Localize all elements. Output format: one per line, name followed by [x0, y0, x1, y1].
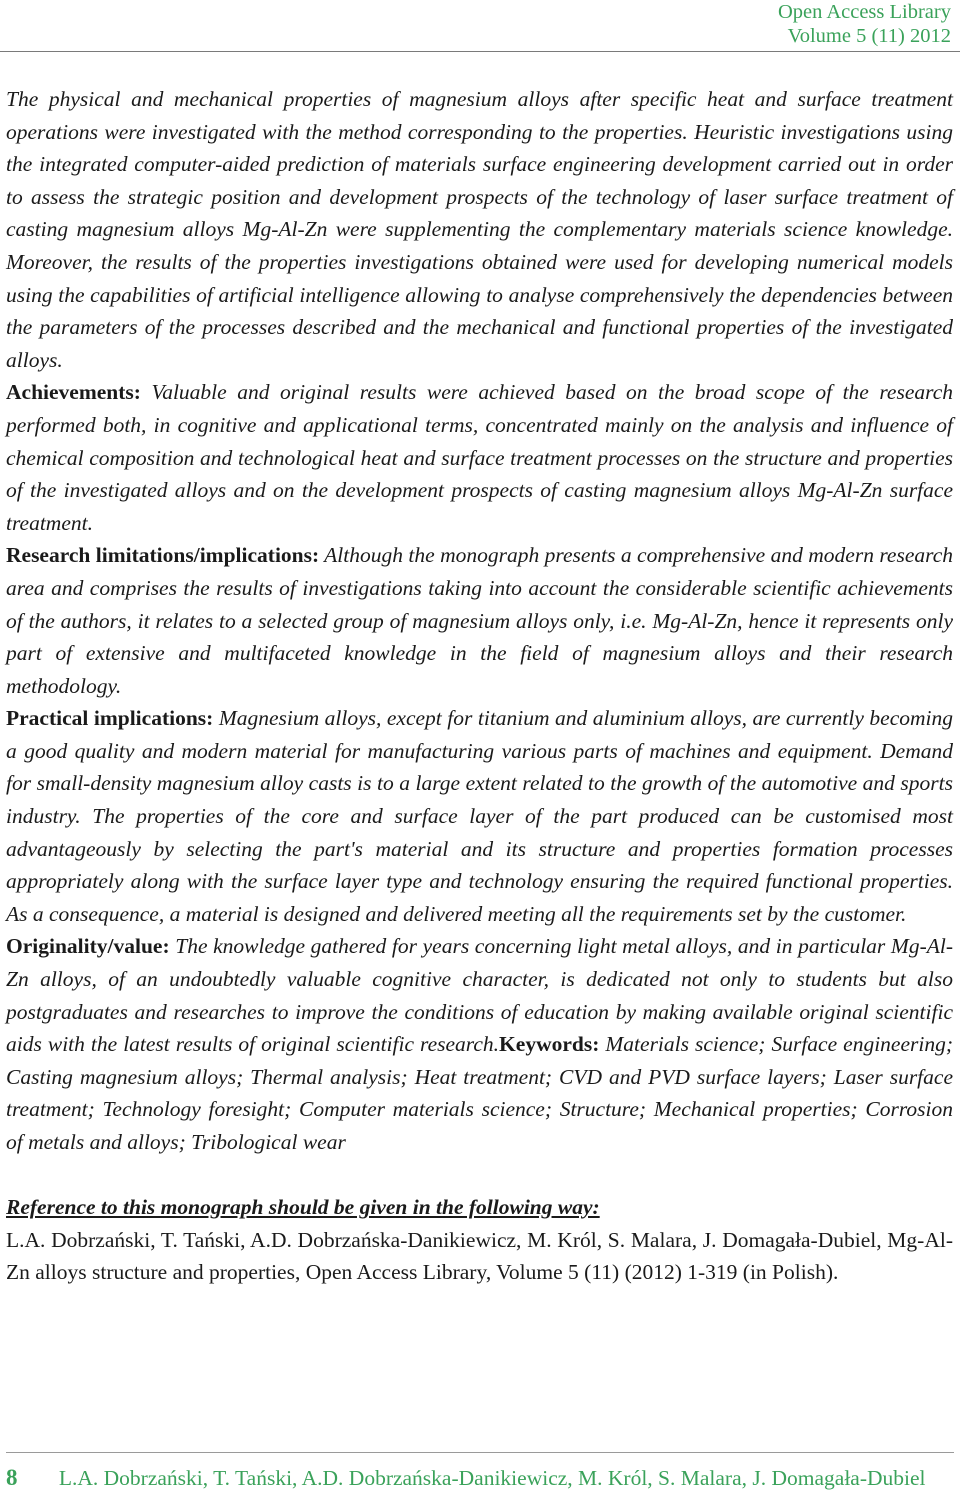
limitations-paragraph [6, 539, 953, 702]
keywords-label: Keywords: [499, 1032, 600, 1057]
spacer [6, 1159, 953, 1192]
practical-paragraph [6, 702, 953, 930]
reference-heading: Reference to this monograph should be given in the following way: [6, 1195, 600, 1220]
achievements-paragraph [6, 376, 953, 539]
intro-text: The physical and mechanical properties of magnesium alloys after specific heat and surface treatment operations were investigated with the method corresponding to the properties. Heuristic investigations using the integrated computer-aided prediction of materials surface engineering development carried out in order to assess the strategic position and development prospects of the technology of laser surface treatment of casting magnesium alloys Mg-Al-Zn were supplementing the complementary materials science knowledge. Moreover, the results of the properties investigations obtained were used for developing numerical models using the capabilities of artificial intelligence allowing to analyse comprehensively the dependencies between the parameters of the processes described and the mechanical and functional properties of the investigated alloys. [6, 87, 953, 372]
journal-volume: Volume 5 (11) 2012 [787, 25, 951, 47]
achievements-text: Valuable and original results were achieved based on the broad scope of the research performed both, in cognitive and applicational terms, concentrated mainly on the analysis and influence of chemical composition and technological heat and surface treatment processes on the structure and properties of the investigated alloys and on the development prospects of casting magnesium alloys Mg-Al-Zn surface treatment. [6, 380, 953, 535]
achievements-label: Achievements: [6, 380, 141, 405]
reference-citation: L.A. Dobrzański, T. Tański, A.D. Dobrzańska-Danikiewicz, M. Król, S. Malara, J. Domagała-Dubiel, Mg-Al-Zn alloys structure and properties, Open Access Library, Volume 5 (11) (2012) 1-319 (in Polish). [6, 1227, 953, 1285]
page-number: 8 [6, 1465, 18, 1490]
originality-label: Originality/value: [6, 934, 170, 959]
footer-divider [6, 1452, 954, 1453]
journal-header [778, 0, 951, 48]
intro-paragraph [6, 83, 953, 376]
limitations-text: Although the monograph presents a comprehensive and modern research area and comprises the results of investigations taking into account the considerable scientific achievements of the authors, it relates to a selected group of magnesium alloys only, i.e. Mg-Al-Zn, hence it represents only part of extensive and multifaceted knowledge in the field of magnesium alloys and their research methodology. [6, 543, 953, 698]
page-footer [6, 1464, 954, 1492]
abstract-body [6, 83, 953, 1289]
footer-authors: L.A. Dobrzański, T. Tański, A.D. Dobrzańska-Danikiewicz, M. Król, S. Malara, J. Domagała-Dubiel [58, 1466, 926, 1490]
originality-text: The knowledge gathered for years concerning light metal alloys, and in particular Mg-Al-Zn alloys, of an undoubtedly valuable cognitive character, is dedicated not only to students but also postgraduates and researches to improve the conditions of education by making available original scientific aids with the latest results of original scientific research. [6, 934, 953, 1057]
practical-label: Practical implications: [6, 706, 214, 731]
header-divider [0, 51, 960, 52]
journal-title: Open Access Library [777, 1, 951, 23]
limitations-label: Research limitations/implications: [6, 543, 320, 568]
practical-text: Magnesium alloys, except for titanium and aluminium alloys, are currently becoming a good quality and modern material for manufacturing various parts of machines and equipment. Demand for small-density magnesium alloy casts is to a large extent related to the growth of the automotive and sports industry. The properties of the core and surface layer of the part produced can be customised most advantageously by selecting the part's material and its structure and properties formation processes appropriately along with the surface layer type and technology ensuring the required functional properties. As a consequence, a material is designed and delivered meeting all the requirements set by the customer. [6, 706, 953, 926]
originality-paragraph [6, 930, 953, 1158]
keywords-text: Materials science; Surface engineering; Casting magnesium alloys; Thermal analysis; Heat treatment; CVD and PVD surface layers; Laser surface treatment; Technology foresight; Computer materials science; Structure; Mechanical properties; Corrosion of metals and alloys; Tribological wear [6, 1032, 953, 1154]
